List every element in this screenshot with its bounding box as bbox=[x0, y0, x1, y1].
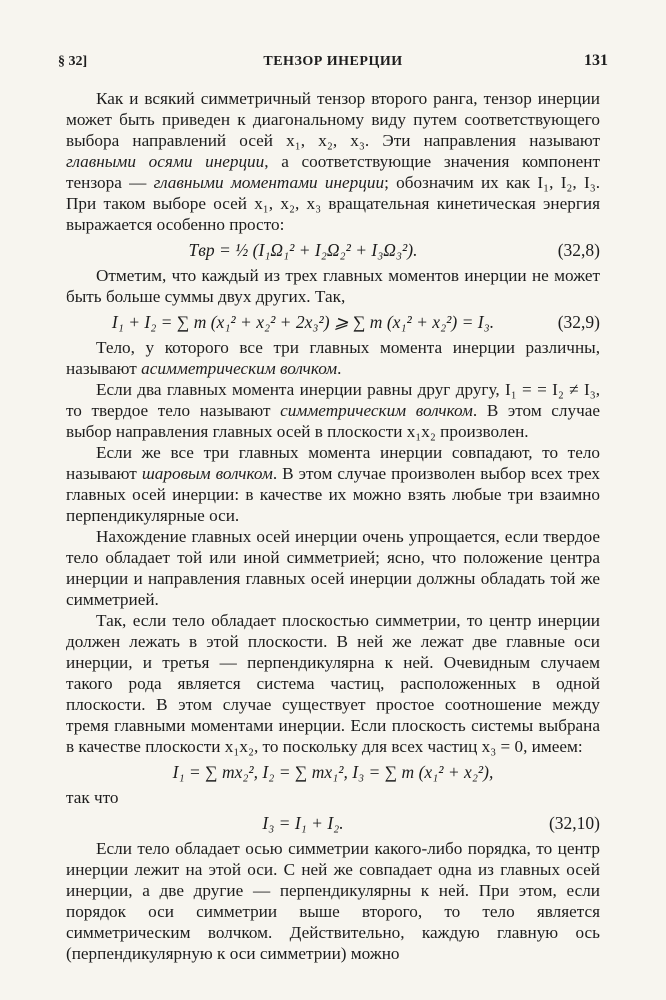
text-so-that: так что bbox=[66, 788, 119, 807]
page-header bbox=[58, 52, 608, 74]
page-number: 131 bbox=[584, 52, 608, 69]
paragraph-axis-of-symmetry: Если тело обладает осью симметрии какого-либо порядка, то центр инерции лежит на этой оси. С ней же совпадает одна из главных осей инерции, а две другие — перпендикулярны к ней. При этом, если порядок оси симметрии выше второго, то тело является симметрическим волчком. Действительно, каждую главную ось (перпендикулярную к оси симметрии) можно bbox=[66, 839, 600, 963]
running-title: ТЕНЗОР ИНЕРЦИИ bbox=[263, 54, 403, 69]
term-principal-moments: главными моментами инерции bbox=[153, 173, 385, 192]
section-marker: § 32] bbox=[58, 54, 88, 69]
page-body bbox=[66, 88, 600, 964]
paragraph-symmetric-top: Если два главных момента инерции равны друг другу, I₁ = = I₂ ≠ I₃, то твердое тело называют симметрическим волчком. В этом случае выбор направления главных осей в плоскости x₁x₂ произволен. bbox=[66, 380, 600, 441]
equation-planar-moments: I₁ = ∑ mx₂², I₂ = ∑ mx₁², I₃ = ∑ m (x₁² + x₂²), bbox=[172, 762, 494, 782]
term-asymmetric-top: асимметрическим волчком bbox=[141, 359, 338, 378]
equation-formula: I₃ = I₁ + I₂. bbox=[262, 813, 344, 833]
term-symmetric-top: симметрическим волчком bbox=[280, 401, 473, 420]
equation-32-9 bbox=[66, 307, 600, 337]
equation-32-8 bbox=[66, 235, 600, 265]
paragraph-principal-axes: Как и всякий симметричный тензор второго ранга, тензор инерции может быть приведен к диагональному виду путем соответствующего выбора направлений осей x₁, x₂, x₃. Эти направления называют главными осями инерции, а соответствующие значения компонент тензора — главными моментами инерции; обозначим их как I₁, I₂, I₃. При таком выборе осей x₁, x₂, x₃ вращательная кинетическая энергия выражается особенно просто: bbox=[66, 89, 600, 234]
paragraph-plane-of-symmetry: Так, если тело обладает плоскостью симметрии, то центр инерции должен лежать в этой плоскости. В ней же лежат две главные оси инерции, и третья — перпендикулярна к ней. Очевидным случаем такого рода является система частиц, расположенных в одной плоскости. В этом случае существует простое соотношение между тремя главными моментами инерции. Если плоскость системы выбрана в качестве плоскости x₁x₂, то поскольку для всех частиц x₃ = 0, имеем: bbox=[66, 611, 600, 756]
paragraph-asymmetric-top: Тело, у которого все три главных момента инерции различны, называют асимметрическим волчком. bbox=[66, 338, 600, 378]
equation-number: (32,9) bbox=[557, 312, 600, 332]
term-spherical-top: шаровым волчком bbox=[141, 464, 273, 483]
equation-number: (32,8) bbox=[557, 240, 600, 260]
equation-formula: I₁ + I₂ = ∑ m (x₁² + x₂² + 2x₃²) ⩾ ∑ m (x₁² + x₂²) = I₃. bbox=[111, 312, 495, 332]
equation-32-10 bbox=[66, 808, 600, 838]
paragraph-symmetry: Нахождение главных осей инерции очень упрощается, если твердое тело обладает той или иной симметрией; ясно, что положение центра инерции и направления главных осей инерции должны обладать той же симметрией. bbox=[66, 527, 600, 609]
paragraph-spherical-top: Если же все три главных момента инерции совпадают, то тело называют шаровым волчком. В этом случае произволен выбор всех трех главных осей инерции: в качестве их можно взять любые три взаимно перпендикулярные оси. bbox=[66, 443, 600, 525]
term-principal-axes: главными осями инерции bbox=[66, 152, 265, 171]
equation-formula: Tвр = ½ (I₁Ω₁² + I₂Ω₂² + I₃Ω₃²). bbox=[188, 240, 418, 260]
paragraph-moment-inequality: Отметим, что каждый из трех главных моментов инерции не может быть больше суммы двух других. Так, bbox=[66, 266, 600, 306]
equation-number: (32,10) bbox=[548, 813, 600, 833]
